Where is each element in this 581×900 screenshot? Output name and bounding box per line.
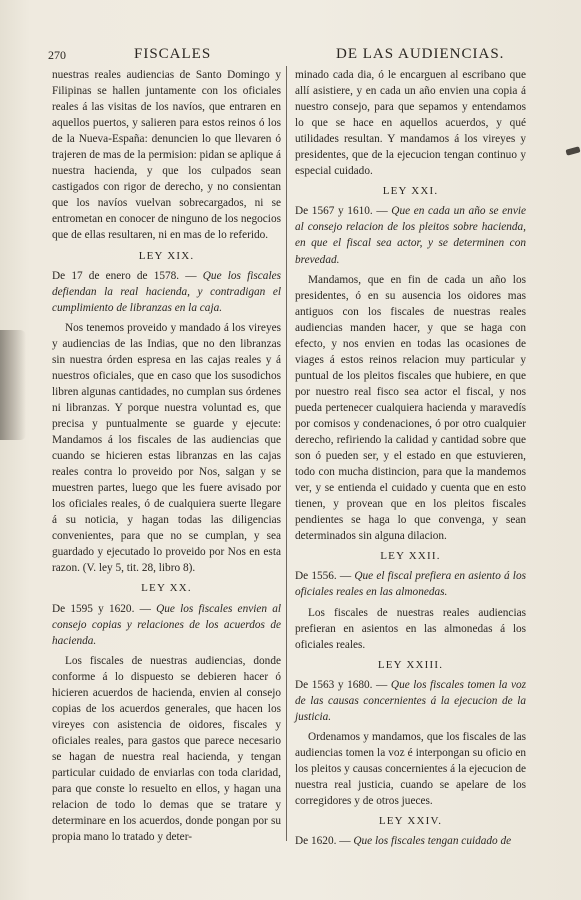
law-body: Ordenamos y mandamos, que los fiscales de las audiencias tomen la voz é interpongan su oficio en los pleitos y causas concernientes á la ejecucion de nuestra real justicia, cuando se apelare de los corregidores y de otros jueces. [295,730,526,808]
continued-paragraph: nuestras reales audiencias de Santo Domingo y Filipinas se hallen juntamente con los oficiales reales á las visitas de los navíos, que entraren en aquellos puertos, y salieren para estos reinos ó los de la Nueva-España: denuncien lo que llevaren ó trajeren de mas de la permision: pidan se aplique á nuestra hacienda, y que los culpados sean castigados con rigor de derecho, y no consientan que los navíos vuelvan sobrecargados, ni se entrometan en conocer de ninguno de los negocios que de ellas resultaren, ni en mas de lo referido. [52,69,281,242]
law-summary [52,601,281,649]
law-date: De 1595 y 1620. — [52,602,151,615]
law-date: De 17 de enero de 1578. — [52,269,197,282]
law-description: Que los fiscales defiendan la real hacienda, y contradigan el cumplimiento de libranzas en la caja. [52,269,281,314]
law-description: Que los fiscales tengan cuidado de [353,835,512,848]
law-description: Que en cada un año se envie al consejo relacion de los pleitos sobre hacienda, en que el fiscal sea actor, y se determinen con brevedad. [295,205,526,266]
law-heading: LEY XIX. [138,249,195,262]
law-date: De 1556. — [295,570,352,583]
law-date: De 1620. — [295,835,351,848]
law-summary [295,568,526,600]
law-body: Mandamos, que en fin de cada un año los presidentes, ó en su ausencia los oidores mas antiguos con los fiscales de nuestras reales audiencias manden hacer, y que se haga con efecto, y nos envien en todas las ocasiones de viages á estos reinos relacion muy particular y puntual de los pleitos fiscales que hubiere, en que por nuestro real fisco sea actor el fiscal, y nos pueda pertenecer cualquiera hacienda y maravedís por comisos y condenaciones, ó por otro cualquier derecho, refiriendo la calidad y cantidad sobre que son ó pueden ser, y el estado en que estuvieren, todo con mucha distincion, para que la mandemos ver, y se entienda el cuidado y cuenta que en esto tienen, y provean que en los pleitos fiscales pendientes se haga lo que convenga, y sean determinados sin alguna dilacion. [295,273,526,543]
law-heading: LEY XX. [141,582,192,595]
law-heading: LEY XXI. [382,185,439,198]
law-heading: LEY XXIV. [378,815,443,828]
law-date: De 1567 y 1610. — [295,205,388,218]
law-body: Nos tenemos proveido y mandado á los vireyes y audiencias de las Indias, que no den libranzas sin nuestra órden espresa en las cajas reales y á nuestros oficiales, que en caso que los susodichos libren algunas cantidades, no cumplan sus órdenes ni libranzas. Y porque nuestra voluntad es, que precisa y puntualmente se guarde y ejecute: Mandamos á los fiscales de las audiencias que cuando se hicieren estas libranzas en las cajas reales contra lo proveido por Nos, salgan y se muestren partes, luego que les fuere avisado por los oficiales reales, ó de cualquiera suerte llegare á su noticia, y hagan todas las diligencias convenientes, para que no se cumplan, y sea guardado y ejecutado lo proveido por Nos en esta razon. (V. ley 5, tit. 28, libro 8). [52,321,281,575]
left-column [52,67,281,845]
law-summary [295,203,526,267]
law-summary [295,833,526,849]
law-heading: LEY XXIII. [377,658,444,671]
law-heading: LEY XXII. [380,550,441,563]
law-description: Que los fiscales envien al consejo copias y relaciones de los acuerdos de hacienda. [52,602,282,647]
running-head-left: FISCALES [134,46,212,62]
law-body: Los fiscales de nuestras reales audiencias prefieran en asientos en las almonedas á los oficiales reales. [295,606,526,651]
binding-shadow [0,330,26,440]
law-date: De 1563 y 1680. — [295,678,388,691]
column-divider [286,66,287,841]
law-body: Los fiscales de nuestras audiencias, donde conforme á lo dispuesto se debieren hacer ó hicieren acuerdos de hacienda, envien al consejo copias de los acuerdos generales, que hacen los vireyes con asistencia de oidores, fiscales y oficiales reales, para gastos que parece necesario se hagan de nuestra real hacienda, y tengan particular cuidado de enviarlas con toda claridad, para que conste lo resuelto en ellos, y hagan una relacion de todo lo demas que se tratare y determinare en los acuerdos, donde pongan por su propia mano lo tratado y deter- [52,654,281,844]
page-header [48,46,530,64]
page-number: 270 [48,48,66,62]
law-description: Que el fiscal prefiera en asiento á los oficiales reales en las almonedas. [295,570,526,599]
law-summary [52,268,281,316]
right-column [295,67,526,853]
law-description: Que los fiscales tomen la voz de las causas concernientes á la ejecucion de la justicia. [295,678,527,723]
law-summary [295,677,526,725]
continued-paragraph: minado cada dia, ó le encarguen al escribano que allí asistiere, y en cada un año envien una copia á nuestro consejo, para que sepamos y entendamos lo que se hace en aquellos acuerdos, y qué utilidades resultan. Y mandamos á los vireyes y presidentes, que de la ejecucion tengan continuo y especial cuidado. [295,69,526,178]
running-head-right: DE LAS AUDIENCIAS. [336,46,505,62]
